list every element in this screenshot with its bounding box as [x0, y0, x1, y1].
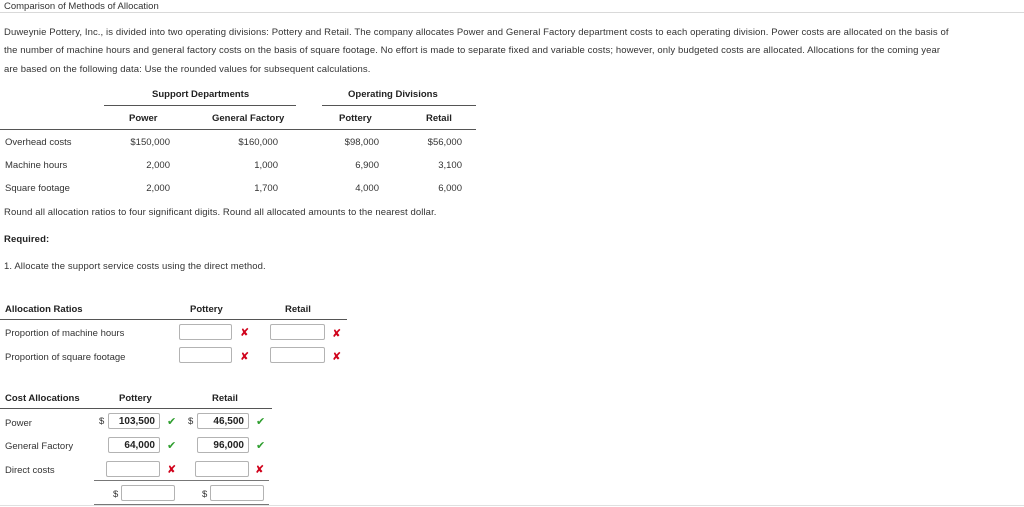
cell-value: $150,000	[130, 137, 170, 148]
correct-check-icon: ✔	[256, 416, 266, 428]
cost-col-pottery: Pottery	[119, 393, 152, 404]
cost-header-rule	[0, 408, 272, 409]
total-pottery-input[interactable]	[121, 485, 175, 501]
cost-col-retail: Retail	[212, 393, 238, 404]
col-header-power: Power	[129, 113, 158, 124]
currency-symbol: $	[202, 489, 208, 500]
currency-symbol: $	[113, 489, 119, 500]
square-footage-retail-input[interactable]	[270, 347, 325, 363]
general-factory-pottery-input[interactable]	[108, 437, 160, 453]
cost-row-label: Power	[5, 418, 32, 429]
support-departments-header: Support Departments	[152, 89, 250, 100]
direct-costs-retail-input[interactable]	[195, 461, 249, 477]
col-header-pottery: Pottery	[339, 113, 372, 124]
rounding-note: Round all allocation ratios to four significant digits. Round all allocated amounts to the nearest dollar.	[4, 207, 437, 218]
cell-value: 2,000	[146, 160, 170, 171]
intro-line-2: the number of machine hours and general factory costs on the basis of square footage. No effort is made to separate fixed and variable costs; however, only budgeted costs are allocated. Allocations for the coming year	[4, 45, 941, 56]
power-retail-input[interactable]	[197, 413, 249, 429]
cell-value: 6,900	[355, 160, 379, 171]
machine-hours-retail-input[interactable]	[270, 324, 325, 340]
square-footage-pottery-input[interactable]	[179, 347, 232, 363]
currency-symbol: $	[99, 416, 105, 427]
ratios-col-pottery: Pottery	[190, 304, 223, 315]
power-pottery-input[interactable]	[108, 413, 160, 429]
col-header-general-factory: General Factory	[212, 113, 285, 124]
question-text: 1. Allocate the support service costs using the direct method.	[4, 261, 266, 272]
col-header-retail: Retail	[426, 113, 452, 124]
cell-value: 1,000	[254, 160, 278, 171]
currency-symbol: $	[188, 416, 194, 427]
correct-check-icon: ✔	[167, 440, 177, 452]
row-label: Overhead costs	[5, 137, 72, 148]
incorrect-x-icon: ✘	[332, 328, 342, 340]
cost-row-label: Direct costs	[5, 465, 55, 476]
general-factory-retail-input[interactable]	[197, 437, 249, 453]
direct-costs-pottery-input[interactable]	[106, 461, 160, 477]
intro-line-3: are based on the following data: Use the rounded values for subsequent calculations.	[4, 64, 371, 75]
cell-value: 2,000	[146, 183, 170, 194]
incorrect-x-icon: ✘	[255, 464, 265, 476]
cell-value: $160,000	[238, 137, 278, 148]
incorrect-x-icon: ✘	[240, 351, 250, 363]
ratio-row-label: Proportion of square footage	[5, 352, 126, 363]
page-bottom-border	[0, 505, 1024, 506]
correct-check-icon: ✔	[256, 440, 266, 452]
support-underline	[104, 105, 296, 106]
cost-header: Cost Allocations	[5, 393, 80, 404]
correct-check-icon: ✔	[167, 416, 177, 428]
incorrect-x-icon: ✘	[240, 327, 250, 339]
cost-row-label: General Factory	[5, 441, 74, 452]
cell-value: 4,000	[355, 183, 379, 194]
row-label: Square footage	[5, 183, 70, 194]
cell-value: $56,000	[427, 137, 462, 148]
cell-value: 3,100	[438, 160, 462, 171]
cell-value: 6,000	[438, 183, 462, 194]
ratios-header: Allocation Ratios	[5, 304, 83, 315]
operating-underline	[322, 105, 476, 106]
page-title: Comparison of Methods of Allocation	[4, 1, 159, 12]
ratios-col-retail: Retail	[285, 304, 311, 315]
incorrect-x-icon: ✘	[332, 351, 342, 363]
machine-hours-pottery-input[interactable]	[179, 324, 232, 340]
cell-value: 1,700	[254, 183, 278, 194]
row-label: Machine hours	[5, 160, 68, 171]
total-retail-input[interactable]	[210, 485, 264, 501]
cell-value: $98,000	[344, 137, 379, 148]
total-rule	[94, 480, 269, 481]
intro-line-1: Duweynie Pottery, Inc., is divided into two operating divisions: Pottery and Retail. The company allocates Power and General Factory department costs to each operating division. Power costs are allocated on the basis of	[4, 27, 949, 38]
header-rule	[0, 129, 476, 130]
ratios-header-rule	[0, 319, 347, 320]
operating-divisions-header: Operating Divisions	[348, 89, 438, 100]
required-label: Required:	[4, 234, 50, 245]
ratio-row-label: Proportion of machine hours	[5, 328, 125, 339]
incorrect-x-icon: ✘	[167, 464, 177, 476]
